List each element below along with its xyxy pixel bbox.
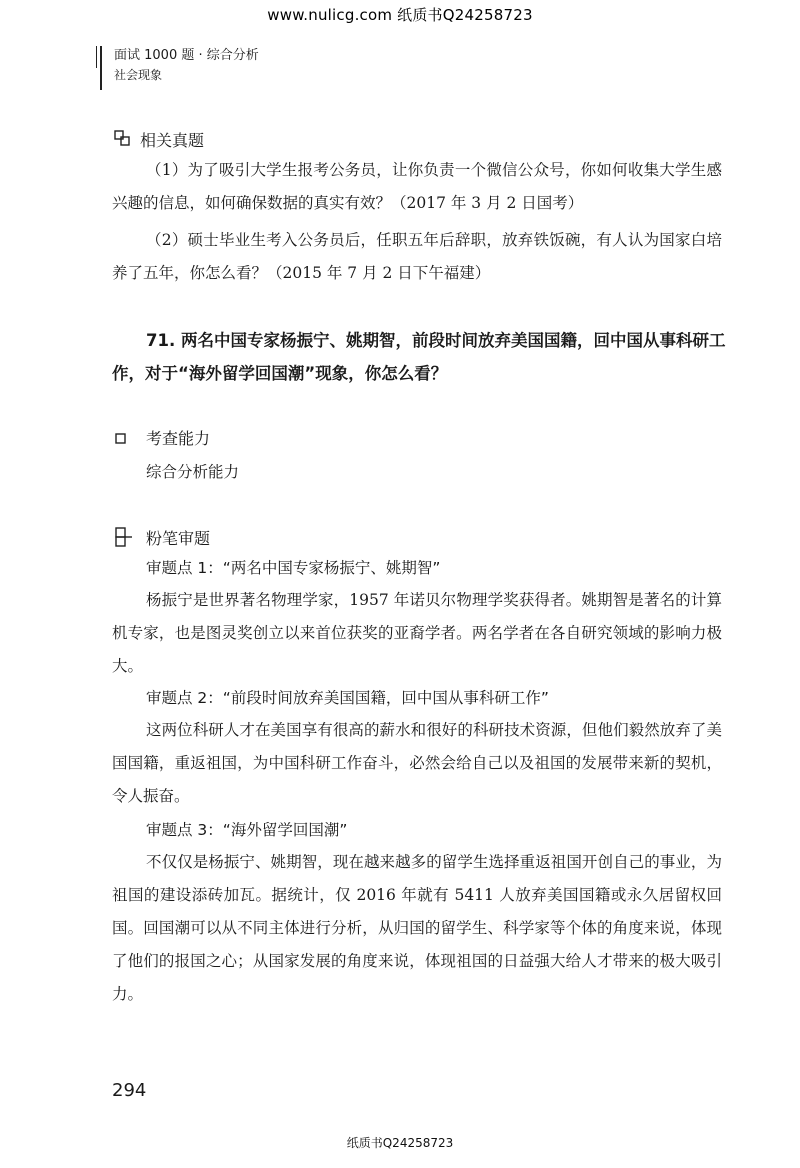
header-tick-rule: [96, 46, 103, 68]
running-header-chapter: 社会现象: [114, 68, 163, 82]
analysis-point-label: 审题点 1：“两名中国专家杨振宁、姚期智”: [146, 559, 441, 577]
question-text: 71. 两名中国专家杨振宁、姚期智，前段时间放弃美国国籍，回中国从事科研工作，对于“海外留学回国潮”现象，你怎么看？: [112, 331, 726, 383]
analysis-title: 粉笔审题: [146, 529, 211, 548]
section-marker-icon: [114, 526, 134, 548]
analysis-point-body: 这两位科研人才在美国享有很高的薪水和很好的科研技术资源，但他们毅然放弃了美国国籍，重返祖国，为中国科研工作奋斗，必然会给自己以及祖国的发展带来新的契机，令人振奋。: [112, 721, 722, 805]
analysis-point-body: 不仅仅是杨振宁、姚期智，现在越来越多的留学生选择重返祖国开创自己的事业，为祖国的建设添砖加瓦。据统计，仅 2016 年就有 5411 人放弃美国国籍或永久居留权回国。回国潮可以从不同主体进行分析，从归国的留学生、科学家等个体的角度来说，体现了他们的报国之心；从国家发展的角度来说，体现祖国的日益强大给人才带来的极大吸引力。: [112, 853, 722, 1003]
page-number: 294: [112, 1080, 147, 1101]
top-watermark: www.nulicg.com 纸质书Q24258723: [267, 6, 533, 24]
ability-title: 考查能力: [146, 429, 211, 448]
related-question-1: （1）为了吸引大学生报考公务员，让你负责一个微信公众号，你如何收集大学生感兴趣的信息，如何确保数据的真实有效？（2017 年 3 月 2 日国考）: [112, 161, 722, 212]
analysis-point-label: 审题点 2：“前段时间放弃美国国籍，回中国从事科研工作”: [146, 689, 549, 707]
analysis-point-body: 杨振宁是世界著名物理学家，1957 年诺贝尔物理学奖获得者。姚期智是著名的计算机专家，也是图灵奖创立以来首位获奖的亚裔学者。两名学者在各自研究领域的影响力极大。: [112, 591, 722, 675]
analysis-point-label: 审题点 3：“海外留学回国潮”: [146, 821, 348, 839]
section-marker-icon: [114, 130, 130, 146]
running-header-title: 面试 1000 题 · 综合分析: [114, 48, 259, 63]
bottom-watermark: 纸质书Q24258723: [346, 1136, 454, 1150]
related-question-2: （2）硕士毕业生考入公务员后，任职五年后辞职，放弃铁饭碗，有人认为国家白培养了五年，你怎么看？（2015 年 7 月 2 日下午福建）: [112, 231, 722, 282]
related-questions-title: 相关真题: [140, 131, 205, 150]
section-marker-icon: [114, 430, 130, 446]
ability-value: 综合分析能力: [146, 463, 240, 481]
